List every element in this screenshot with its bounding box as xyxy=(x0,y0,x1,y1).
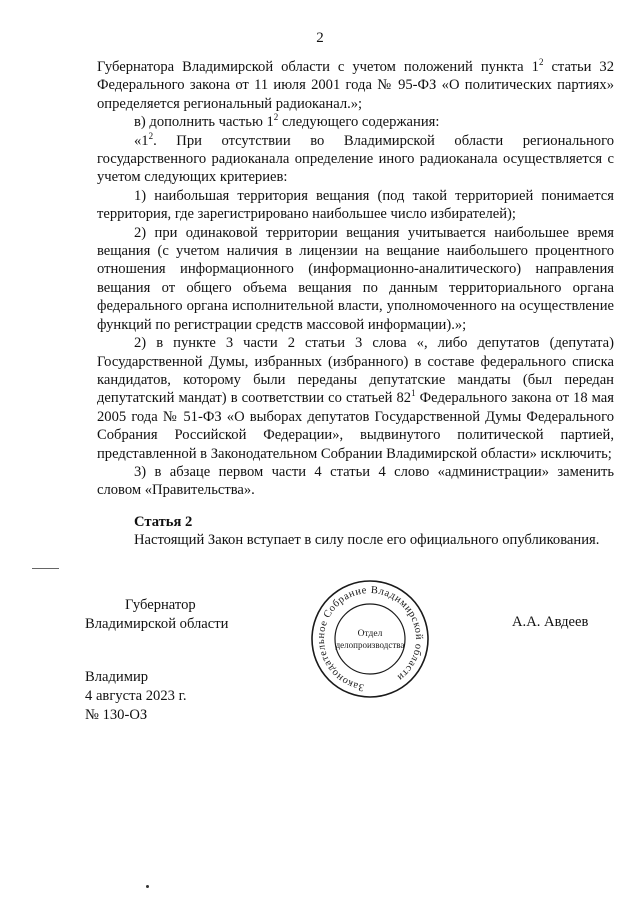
signer-name: А.А. Авдеев xyxy=(512,614,589,630)
margin-mark xyxy=(32,568,59,569)
text-segment: Федерального закона от 18 мая 2005 года № 51-ФЗ «О выборах депутатов Государственной Думы Федерального Собрания Российской Федерации», выдвинутого политической партией, представленной в Законодательном Собрании Владимирской области» исключить; xyxy=(97,390,614,462)
amendment-text-top xyxy=(97,58,614,500)
law-number: № 130-ОЗ xyxy=(85,707,148,723)
text-segment: следующего содержания: xyxy=(278,114,440,131)
article-2 xyxy=(97,513,614,550)
text-segment: в) дополнить частью 1 xyxy=(134,114,274,131)
text-segment: Губернатора Владимирской области с учетом положений пункта 1 xyxy=(97,59,539,75)
stamp-ring-text: Законодательное Собрание Владимирской области xyxy=(315,584,425,693)
page-number: 2 xyxy=(316,30,324,46)
stamp-center-line-2: делопроизводства xyxy=(335,640,405,650)
stamp-outer-ring xyxy=(312,581,428,697)
item-3: 3) в абзаце первом части 4 статьи 4 слово «администрации» заменить словом «Правительства». xyxy=(97,463,614,499)
stamp-center-line-1: Отдел xyxy=(357,629,383,639)
position-line-2: Владимирской области xyxy=(85,616,229,632)
text-segment: 2) в пункте 3 части 2 статьи 3 слова «, либо депутатов (депутата) Государственной Думы, избранных (избранного) в составе федерального списка кандидатов, которому были переданы депутатские мандаты (был передан депутатский мандат) в соответствии со статьей 82 xyxy=(97,335,614,407)
date: 4 августа 2023 г. xyxy=(85,688,187,704)
superscript: 2 xyxy=(148,130,154,141)
official-stamp xyxy=(304,577,436,699)
stamp-seal xyxy=(304,577,436,699)
paragraph-intro xyxy=(97,58,614,113)
text-segment: статьи 32 Федерального закона от 11 июля 2001 года № 95-ФЗ «О политических партиях» определяется региональный радиоканал.»; xyxy=(97,59,614,112)
place-date-block xyxy=(85,668,187,725)
criterion-1: 1) наибольшая территория вещания (под такой территорией понимается территория, где зарегистрировано наибольшее число избирателей); xyxy=(97,187,614,223)
article-2-text: Настоящий Закон вступает в силу после его официального опубликования. xyxy=(134,532,600,549)
city: Владимир xyxy=(85,669,149,685)
paragraph-quote xyxy=(97,132,614,187)
paragraph-b xyxy=(97,113,614,131)
superscript: 2 xyxy=(538,57,544,67)
item-2 xyxy=(97,334,614,463)
criterion-2: 2) при одинаковой территории вещания учитывается наибольшее время вещания (с учетом наличия в лицензии на вещание наибольшего процентного отношения информационного (информационно-аналитического) направления вещания от общего объема вещания по данным территориального органа федерального органа исполнительной власти, уполномоченного на осуществление функций по регистрации средств массовой информации).»; xyxy=(97,224,614,333)
position-line-1: Губернатор xyxy=(125,597,196,613)
text-segment: . При отсутствии во Владимирской области регионального государственного радиоканала определение иного радиоканала осуществляется с учетом следующих критериев: xyxy=(97,132,614,186)
stamp-inner-ring xyxy=(335,604,405,674)
article-title: Статья 2 xyxy=(134,514,193,530)
text-segment: «1 xyxy=(134,132,149,149)
scan-speck xyxy=(146,885,149,888)
superscript: 2 xyxy=(273,112,279,123)
superscript: 1 xyxy=(411,388,416,399)
signature-position xyxy=(85,596,245,634)
